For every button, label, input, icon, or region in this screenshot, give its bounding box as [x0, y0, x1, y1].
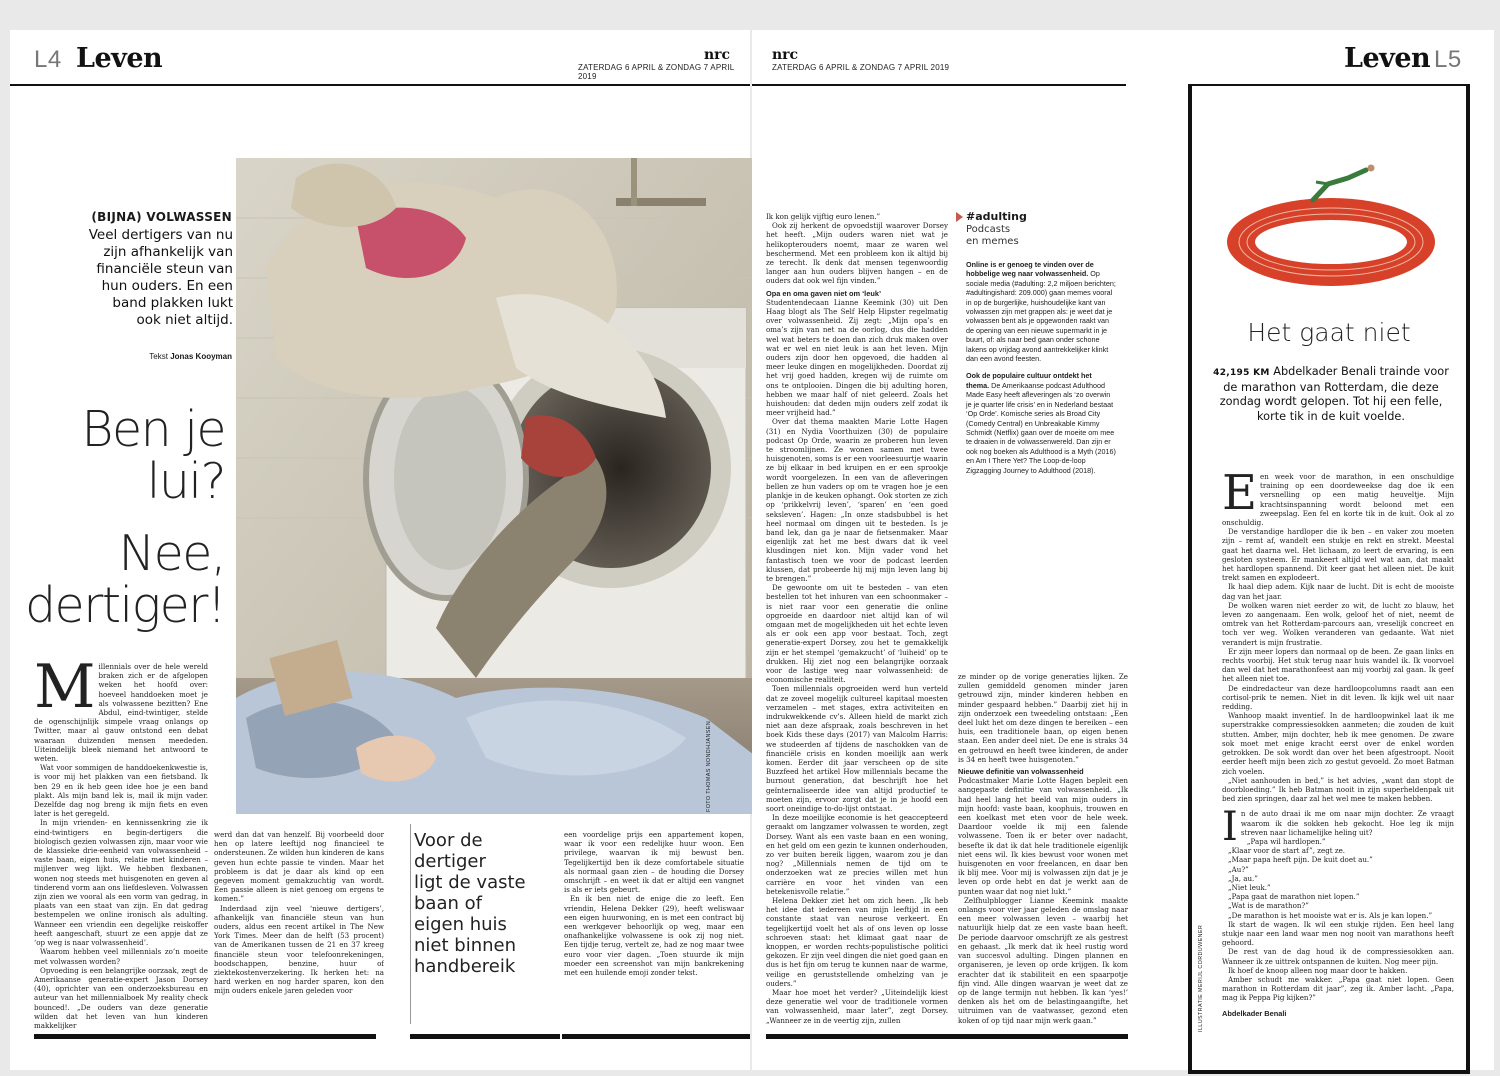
- paragraph: „Wat is de marathon?”: [1228, 901, 1309, 911]
- drop-cap: I: [1222, 804, 1238, 851]
- article-column-2: [214, 830, 384, 1030]
- paragraph: Toen millennials opgroeiden werd hun verteld dat ze zoveel mogelijk cultureel kapitaal moesten verzamelen – met stages, extra activiteiten en indrukwekkende cv’s. Alleen hield de markt zich niet aan deze afspraak, zoals beschreven in het boek Kids these days (2017) van Malcolm Harris: we studeerden af tijdens de naschokken van de financiële crisis en konden moeilijk aan werk komen. Eerder dit jaar verscheen op de site Buzzfeed het artikel How millennials became the burnout generation, dat beschrijft hoe het geïnternaliseerde idee van altijd productief te moeten zijn, ervoor zorgt dat je in je hoofd een soort oneindige to-do-lijst ontstaat.: [766, 684, 948, 813]
- pull-quote-line: handbereik: [414, 956, 516, 977]
- paragraph: Ik hoef de knoop alleen nog maar door te hakken.: [1228, 965, 1408, 975]
- paragraph: Amber schudt me wakker. „Papa gaat niet lopen. Geen marathon in Rotterdam dit jaar”, zeg ik. Amber lacht. „Papa, mag ik Peppa Pig kijken?”: [1222, 974, 1454, 1003]
- article-column-3: [564, 830, 744, 1030]
- pull-quote: [414, 830, 554, 977]
- pull-quote-line: ligt de vaste: [414, 872, 526, 893]
- sidebar-subtitle: [966, 224, 1019, 248]
- pull-quote-line: dertiger: [414, 851, 486, 872]
- headline-line: lui?: [146, 453, 225, 510]
- column-divider: [410, 824, 411, 1024]
- sidebar-paragraph: De Amerikaanse podcast Adulthood Made Easy heeft afleveringen als ‘zo overwin je je quarter life crisis’ en in Nederland bestaat ‘Op Orde’. Komische series als Broad City (Comedy Central) en Unbreakable Kimmy Schmidt (Netflix) gaan over de moeite om mee te draaien in de volwassenwereld. Dan zijn er ook nog boeken als Adulthood is a Myth (2016) en Am I There Yet? The Loop-de-loop Zigzagging Journey to Adulthood (2018).: [966, 380, 1116, 475]
- paragraph: Inderdaad zijn veel ‘nieuwe dertigers’, afhankelijk van financiële steun van hun ouders, aldus een recent artikel in The New York Times. Meer dan de helft (53 procent) van de Amerikanen tussen de 21 en 37 kreeg financiële steun voor telefoonrekeningen, boodschappen, benzine, huur of ziektekostenverzekering. Ik herken het: na hard werken en nog harder sparen, kon den mijn ouders enkele jaren geleden voor: [214, 903, 384, 996]
- footer-bar-right: [766, 1034, 1128, 1039]
- photo-illustration: [236, 158, 758, 814]
- paragraph: Studentendecaan Lianne Keemink (30) uit Den Haag blogt als The Self Help Hipster regelmatig over volwassenheid. Zij zegt: „Mijn opa’s en oma’s zijn van net na de oorlog, dus die hadden wel wat beters te doen dan zich druk maken over wat er wel en niet leuk is aan het leven. Mijn ouders zijn door hen opgevoed, die hadden al meer leuke dingen en mogelijkheden. Doordat zij het vrij goed hadden, kregen wij de ruimte om ons te ontplooien. Dingen die bij adulting horen, hebben we maar half of niet geleerd. Zoals het huishouden: dat deden mijn ouders zelf zodat ik meer vrijheid had.”: [766, 297, 948, 418]
- intro-text: [26, 227, 233, 329]
- pull-quote-line: baan of: [414, 893, 482, 914]
- running-track-illustration: [1218, 160, 1444, 290]
- column-signature: Abdelkader Benali: [1222, 1008, 1287, 1018]
- illustration-credit: ILLUSTRATIE MERIJL CORDUWENER: [1198, 924, 1204, 1032]
- section-title-left: Leven: [76, 43, 163, 74]
- pull-quote-line: Voor de: [414, 830, 483, 851]
- byline-label: Tekst: [149, 352, 168, 361]
- headline-line: Nee,: [118, 525, 225, 582]
- article-column-5: [958, 672, 1128, 1030]
- page-number-left: L4: [34, 46, 62, 73]
- paragraph: Over dat thema maakten Marie Lotte Hagen (31) en Nydia Voorthuizen (30) de populaire podcast Op Orde, waarin ze proberen hun leven te stroomlijnen. Ze wonen samen met twee huisgenoten, soms is er een voorleesuurtje waarin ze bij elkaar in bed kruipen en er een sprookje wordt voorgelezen. In een van de afleveringen bellen ze hun vaders op om te vragen hoe je een plankje in de keuken ophangt. Ook storten ze zich op ‘prikkelvrij leven’, ‘sparen’ en ‘een goed seksleven’. Hagen: „In onze stadsbubbel is het heel normaal om dingen uit te besteden. Is je band lek, dan ga je naar de fietsenmaker. Maar eigenlijk zat het me best dwars dat ik veel klusdingen niet kon. Mijn vader vond het fantastisch toen we voor de podcast leerden klussen, dat probeerde hij mij mijn leven lang bij te brengen.”: [766, 417, 948, 583]
- column-lead-text: Abdelkader Benali trainde voor de marathon van Rotterdam, die deze zondag wordt gelopen. Tot hij een felle, korte tik in de kuit voelde.: [1219, 365, 1449, 423]
- paragraph: Er zijn meer lopers dan normaal op de been. Ze gaan links en rechts voorbij. Het stuk terug naar huis wandel ik. Ik voorvoel dan wel dat het marathonfeest aan mij voorbij zal gaan. Ik geef het alleen niet toe.: [1222, 646, 1454, 684]
- paragraph: Zelfhulpblogger Lianne Keemink maakte onlangs voor vier jaar geleden de omslag naar een meer volwassen leven – waarbij het natuurlijk hielp dat ze een vaste baan heeft. De periode daarvoor omschrijft ze als gestrest en gehaast. „Ik merk dat ik heel rustig word van succesvol adulting. Dingen plannen en organiseren, je leven op orde krijgen. Ik kom erachter dat ik stabiliteit en een spaarpotje fijn vind. Alle dingen waarvan je weet dat ze op de lange termijn nut hebben. Ik kan ‘yes!’ denken als het om de belastingaangifte, het uitruimen van de vaatwasser, gezond eten koken of op tijd naar mijn werk gaan.”: [958, 895, 1128, 1025]
- header-rule-right: [752, 84, 1126, 86]
- intro-line: band plakken lukt: [112, 295, 233, 311]
- drop-cap: E: [1222, 472, 1258, 521]
- column-frame-left: [1188, 84, 1192, 1074]
- sidebar-subtitle-line: Podcasts: [966, 224, 1011, 235]
- paragraph: Wanhoop maakt inventief. In de hardloopwinkel laat ik me superstrakke compressiesokken aanmeten; die zouden de kuit stutten. Amber, mijn dochter, heb ik mee genomen. De zware sok moet met enige kracht eerst over de enkel worden getrokken. De sok wordt dan over het been afgestroopt. Nooit eerder heeft mijn been zich zo gestut gevoeld. Zo moet Batman zich voelen.: [1222, 711, 1454, 776]
- header-rule-left: [10, 84, 750, 86]
- paragraph: een voordelige prijs een appartement kopen, waar ik voor een redelijke huur woon. Een privilege, waarvan ik mij bewust ben. Tegelijkertijd ben ik deze comfortabele situatie als normaal gaan zien – de houding die Dorsey omschrijft – en weet ik dat er altijd een vangnet is als er iets gebeurt.: [564, 830, 744, 895]
- paragraph: „Maar papa heeft pijn. De kuit doet au.”: [1228, 855, 1373, 865]
- dateline-left: ZATERDAG 6 APRIL & ZONDAG 7 APRIL 2019: [578, 63, 735, 81]
- washing-machine-photo: [236, 158, 758, 814]
- paragraph: Podcastmaker Marie Lotte Hagen bepleit een aangepaste definitie van volwassenheid. „Ik had heel lang het beeld van mijn ouders in mijn hoofd: vaste baan, koophuis, trouwen en een koelkast met eten voor de hele week. Daardoor voelde ik mij een falende volwassene. Toen ik er beter over nadacht, besefte ik dat ik dat hele traditionele eigenlijk niet eens wil. Ik kies bewust voor wonen met huisgenoten en voor freelancen, en daar ben ik blij mee. Voor mij is volwassen zijn dat je je leven op orde hebt en dat je werkt aan de punten waar dat nog niet lukt.”: [958, 776, 1128, 896]
- paragraph: Wat voor sommigen de handdoekenkwestie is, is voor mij het plakken van een fietsband. Ik ben 29 en ik heb geen idee hoe je een band plakt. Als mijn band lek is, mail ik mijn vader. Dezelfde dag nog breng ik mijn fiets en even later is het geregeld.: [34, 763, 208, 819]
- paragraph: werd dan dat van henzelf. Bij voorbeeld door hen op latere leeftijd nog financieel te ondersteunen. Ze wilden hun kinderen de kans geven hun echte passie te vinden. Maar het probleem is dat je daar als kind op een gegeven moment gemakzuchtig van wordt. Een passie alleen is niet genoeg om ergens te komen.”: [214, 830, 384, 904]
- pull-quote-line: niet binnen: [414, 935, 516, 956]
- paragraph: „De marathon is het mooiste wat er is. Als je kan lopen.”: [1228, 910, 1433, 920]
- section-title-right: Leven: [1344, 43, 1431, 74]
- column-frame-right: [1466, 84, 1470, 1074]
- paragraph: illennials over de hele wereld braken zich er de afgelopen weken het hoofd over: hoeveel handdoeken moet je als volwassene bezitten? Ene Abdul, eind-twintiger, stelde de ogenschijnlijk simpele vraag onlangs op Twitter, maar al gauw ontstond een debat waaraan duizenden mensen meededen. Uiteindelijk bleek niemand het antwoord te weten.: [34, 662, 208, 764]
- paragraph: Ik start de wagen. Ik wil een stukje rijden. Een heel lang stukje naar een land waar men nog nooit van marathons heeft gehoord.: [1222, 919, 1454, 948]
- page-number-right: L5: [1434, 46, 1462, 73]
- photo-credit: FOTO THOMAS NONDHJANSEN: [706, 720, 712, 812]
- header-rule-column: [1188, 84, 1470, 86]
- column-title: Het gaat niet: [1247, 318, 1411, 347]
- paragraph: Helena Dekker ziet het om zich heen. „Ik heb het idee dat iedereen van mijn leeftijd in een constante staat van neurose verkeert. En tegelijkertijd voelt het als of ons leven op losse schroeven staat: het klimaat gaat naar de knoppen, er worden rechts-populistische politici gekozen. Er zijn veel dingen die niet goed gaan en dus is het fijn om terug te kunnen naar de warme, veilige en geruststellende omhelzing van je ouders.”: [766, 896, 948, 988]
- sidebar-text: [966, 260, 1116, 475]
- paragraph: Ik haal diep adem. Kijk naar de lucht. Dit is echt de mooiste dag van het jaar.: [1222, 582, 1454, 601]
- byline: [70, 352, 232, 361]
- paragraph: „Niet leuk.”: [1228, 882, 1271, 892]
- paragraph: De verstandige hardloper die ik ben – en vaker zou moeten zijn – remt af, wandelt een stukje en rekt en strekt. Meestal gaat het daarna wel. Het lichaam, zo leert de ervaring, is een gesloten systeem. Er mankeert altijd wel wat aan, dat maakt het hardlopen spannend. Dit keer gaat het alleen niet. De kuit trekt samen en explodeert.: [1222, 527, 1454, 583]
- headline-line: dertiger!: [24, 577, 225, 634]
- footer-bar-left-col3: [562, 1034, 750, 1039]
- paragraph: In deze moeilijke economie is het geaccepteerd geraakt om langzamer volwassen te worden, zegt Dorsey. Want als een vaste baan en een woning, en het geld om een gezin te kunnen onderhouden, zo ver buiten bereik liggen, waarom zou je dan nog? „Millennials nemen de tijd om te onderzoeken wat ze precies willen met hun carrière en voor het vinden van een betekenisvolle relatie.”: [766, 813, 948, 896]
- paragraph: Waarom hebben veel millennials zo’n moeite met volwassen worden?: [34, 947, 208, 966]
- paragraph: Ook zij herkent de opvoedstijl waarover Dorsey het heeft. „Mijn ouders waren niet wat je helikopterouders noemt, maar ze waren wel beschermend. Met een probleem kon ik altijd bij ze terecht. Ik denk dat mensen tegenwoordig langer aan hun ouders blijven hangen – en de ouders dat ook wel fijn vinden.”: [766, 221, 948, 286]
- intro-line: financiële steun van: [96, 261, 233, 277]
- pull-quote-line: eigen huis: [414, 914, 507, 935]
- headline: [20, 401, 225, 634]
- intro-line: zijn afhankelijk van: [103, 244, 233, 260]
- column-body: [1222, 472, 1454, 1048]
- byline-name: Jonas Kooyman: [170, 352, 232, 361]
- subheading: Nieuwe definitie van volwassenheid: [958, 767, 1084, 777]
- paragraph: „Niet aanhouden in bed,” is het advies, „want dan stopt de doorbloeding.” Ik heb Batman nooit in zijn superheldenpak uit bed zien springen, daar zal het wel mee te maken hebben.: [1222, 775, 1454, 804]
- subheading: Opa en oma gaven niet om ‘leuk’: [766, 288, 881, 298]
- kicker-label: (BIJNA) VOLWASSEN: [91, 210, 232, 224]
- paragraph: En ik ben niet de enige die zo leeft. Een vriendin, Helena Dekker (29), heeft weliswaar een eigen huurwoning, en is met een contract bij een werkgever behoorlijk op weg, maar een onafhankelijke volwassene is ook zij nog niet. Een tijdje terug, vertelt ze, had ze nog maar twee euro voor vier dagen. „Toen stuurde ik mijn moeder een screenshot van mijn bankrekening met een huilende emoji zonder tekst.: [564, 894, 744, 978]
- sidebar-lead: Online is er genoeg te vinden over de hobbelige weg naar volwassenheid.: [966, 260, 1094, 279]
- paragraph: De rest van de dag houd ik de compressiesokken aan. Wanneer ik ze uittrek ontspannen de kuiten. Nog meer pijn.: [1222, 947, 1454, 966]
- drop-cap: M: [34, 662, 96, 722]
- paragraph: ze minder op de vorige generaties lijken. Ze zullen gemiddeld genomen minder jaren getrouwd zijn, minder kinderen hebben en minder gespaard hebben.” Daarbij ziet hij in zijn onderzoek een tweedeling ontstaan: „Een deel lukt het om deze dingen te bereiken – een huis, een traditionele baan, op eigen benen staan. Een ander deel niet. De ene is straks 34 en getrouwd en heeft twee kinderen, de ander is 34 en heeft twee huisgenoten.”: [958, 672, 1128, 764]
- left-page: [10, 30, 750, 1070]
- sidebar-paragraph: Op sociale media (#adulting: 2,2 miljoen berichten; #adultingishard: 209.000) gaan memes vooral in op de burgerlijke, huishoudelijke kant van volwassen zijn met grappen als: je weet dat je volwassen bent als je opgewonden raakt van de opening van een nieuwe supermarkt in je buurt, of: als naar bed gaan onder schone lakens op vrijdag avond aantrekkelijker klinkt dan een avond feesten.: [966, 269, 1116, 364]
- paragraph: De gewoonte om uit te besteden – van eten bestellen tot het inhuren van een schoonmaker – is niet raar voor een generatie die online opgroeide en daardoor niet altijd kan of wil omgaan met de mogelijkheden uit het echte leven als er ook een app voor bestaat. Toch, zegt generatie-expert Dorsey, zou het te gemakkelijk zijn er het stempel ‘gemakzucht’ of ‘luiheid’ op te drukken. Hij ziet nog een belangrijke oorzaak voor de lastige weg naar volwassenheid: de economische realiteit.: [766, 583, 948, 685]
- paragraph: De wolken waren niet eerder zo wit, de lucht zo blauw, het leven zo aangenaam. Een wolk, geloof het of niet, neemt de omtrek van het Rotterdam-parcours aan, vreselijk concreet en toch ver weg. Wolken veranderen van gedaante. Wat niet verandert is mijn frustratie.: [1222, 600, 1454, 647]
- brand-right: nrc: [772, 47, 799, 63]
- paragraph: Ik kon gelijk vijftig euro lenen.”: [766, 212, 881, 221]
- paragraph: n de auto draai ik me om naar mijn dochter. Ze vraagt waarom ik die sokken heb gekocht. Hoe leg ik mijn streven naar lichamelijke heling uit?: [1240, 809, 1454, 837]
- paragraph: „Au?”: [1228, 864, 1249, 874]
- sidebar-subtitle-line: en memes: [966, 236, 1019, 247]
- paragraph: Opvoeding is een belangrijke oorzaak, zegt de Amerikaanse generatie-expert Jason Dorsey (40), oprichter van een onderzoeksbureau en auteur van het millennialboek My reality check bounced!. „De ouders van deze generatie wilden dat het leven van hun kinderen makkelijker: [34, 965, 208, 1030]
- column-frame-bottom: [1188, 1070, 1470, 1074]
- intro-line: Veel dertigers van nu: [88, 227, 233, 243]
- headline-line: Ben je: [81, 401, 225, 458]
- arrow-icon: [956, 212, 963, 222]
- intro-line: hun ouders. En een: [101, 278, 233, 294]
- paragraph: „Papa gaat de marathon niet lopen.”: [1228, 892, 1360, 902]
- footer-bar-quote: [410, 1034, 560, 1039]
- paragraph: „Papa wil hardlopen.”: [1246, 836, 1326, 846]
- right-page: [752, 30, 1494, 1070]
- paragraph: „Ja, au.”: [1228, 873, 1258, 883]
- dateline-right: ZATERDAG 6 APRIL & ZONDAG 7 APRIL 2019: [772, 63, 950, 72]
- paragraph: In mijn vrienden- en kennissenkring zie ik eind-twintigers en begin-dertigers die biologisch gezien volwassen zijn, maar voor wie de klassieke drie-eenheid van volwassenheid – vaste baan, eigen huis, relatie met kinderen – mijlenver weg lijkt. We hebben flexbanen, wonen nog steeds met huisgenoten en geven al tinderend vorm aan ons liefdesleven. Volwassen zijn zien we vooral als een vorm van gedrag, in plaats van een staat van zijn. En dat gedrag bestempelen we online ironisch als adulting. Wanneer een vriendin een degelijke reiskoffer heeft aangeschaft, stuurt ze een appje dat ze ‘op weg is naar volwassenheid’.: [34, 818, 208, 948]
- sidebar-tag: #adulting: [966, 210, 1027, 223]
- brand-left: nrc: [704, 47, 731, 63]
- footer-bar-left: [34, 1034, 376, 1039]
- paragraph: Maar hoe moet het verder? „Uiteindelijk kiest deze generatie wel voor de traditionele vormen van volwassenheid, maar later”, zegt Dorsey. „Wanneer ze in de veertig zijn, zullen: [766, 988, 948, 1025]
- article-column-1: [34, 662, 208, 1030]
- article-column-4: [766, 212, 948, 1030]
- paragraph: en week voor de marathon, in een onschuldige training op een doordeweekse dag doe ik een versnelling op een matig heuveltje. Mijn krachtsinspanning wordt beloond met een zweepslag. Een fel en korte tik in de kuit. Ook al zo onschuldig.: [1222, 472, 1454, 528]
- column-lead: [1208, 365, 1454, 424]
- paragraph: „Klaar voor de start af”, zegt ze.: [1228, 846, 1346, 856]
- sidebar-lead: Ook de populaire cultuur ontdekt het thema.: [966, 371, 1092, 390]
- paragraph: De eindredacteur van deze hardloopcolumns raadt aan een cortisol-prik te nemen. Niet in dit leven. Ik kijk wel uit naar redding.: [1222, 683, 1454, 712]
- intro-line: ook niet altijd.: [136, 312, 233, 328]
- distance-label: 42,195 KM: [1213, 368, 1270, 378]
